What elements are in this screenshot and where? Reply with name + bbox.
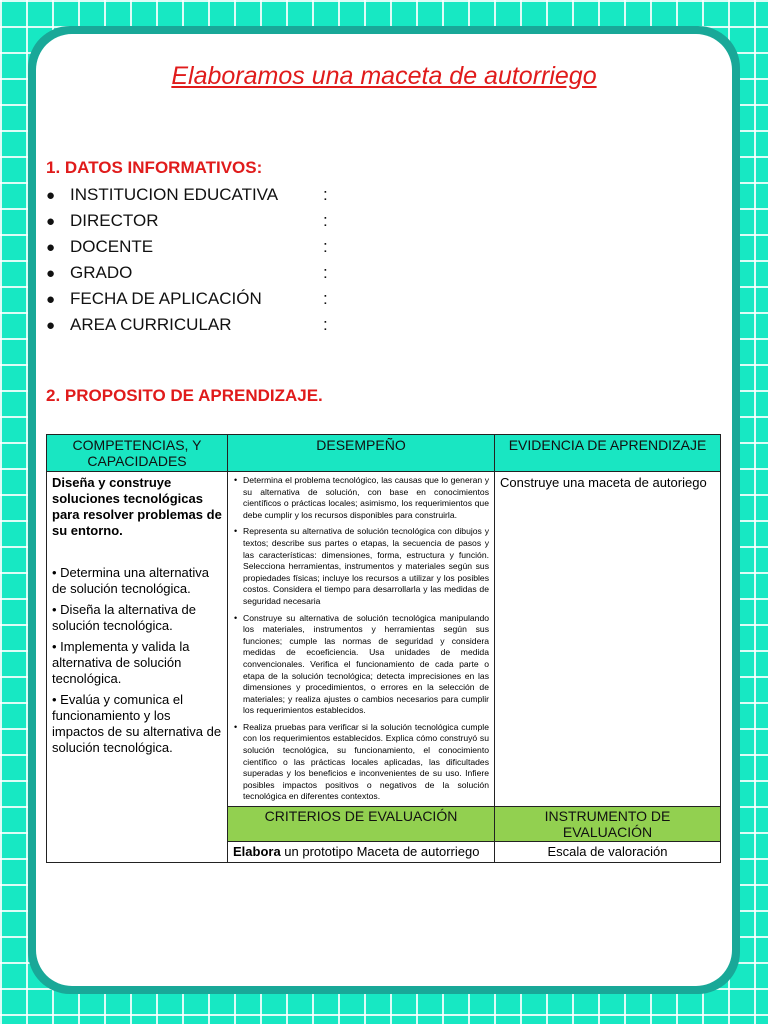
datos-item [46,260,343,286]
datos-label: INSTITUCION EDUCATIVA [70,185,279,204]
datos-label: GRADO [70,263,133,282]
desempeno-item: • Determina el problema tecnológico, las causas que lo generan y su alternativa de solución, con base en conocimientos científicos o prácticas locales; asimismo, los requerimientos que debe cumplir y los recursos disponibles para construirla. [233,475,489,521]
header-criterios: CRITERIOS DE EVALUACIÓN [228,807,495,842]
desempeno-cell [228,472,495,807]
capacidad-item: • Diseña la alternativa de solución tecnológica. [52,602,197,633]
header-desempeno: DESEMPEÑO [228,435,495,472]
datos-colon: : [323,185,328,204]
competencias-cell [47,472,228,863]
section-datos-heading: 1. DATOS INFORMATIVOS: [46,158,263,177]
datos-colon: : [323,263,328,282]
datos-label: DIRECTOR [70,211,159,230]
capacidad-item: • Determina una alternativa de solución tecnológica. [52,565,210,596]
datos-item [46,286,343,312]
datos-colon: : [323,237,328,256]
bullet-icon: ● [46,264,56,282]
datos-label: AREA CURRICULAR [70,315,232,334]
criterio-cell [228,842,495,863]
datos-item [46,182,343,208]
criterio-text: un prototipo Maceta de autorriego [280,844,480,860]
criterio-verb: Elabora [233,844,281,860]
page-title: Elaboramos una maceta de autorriego [171,62,597,90]
datos-label: DOCENTE [70,237,154,256]
bullet-icon: ● [46,290,56,308]
bullet-icon: ● [46,238,56,256]
document-page [36,34,732,986]
datos-item [46,234,343,260]
capacidad-item: • Implementa y valida la alternativa de solución tecnológica. [52,639,190,686]
desempeno-item: • Realiza pruebas para verificar si la solución tecnológica cumple con los requerimientos establecidos. Explica cómo construyó su solución tecnológica, su funcionamiento, el conocimiento científico o las prácticas locales aplicadas, las dificultades superadas y los beneficios e inconvenientes de su uso. Infiere posibles impactos positivos o negativos de la solución tecnológica en diferentes contextos. [233,722,489,803]
header-competencias: COMPETENCIAS, Y CAPACIDADES [47,435,228,472]
desempeno-item: • Representa su alternativa de solución tecnológica con dibujos y textos; describe sus partes o etapas, la secuencia de pasos y las características: dimensiones, forma, estructura y función. Selecciona herramientas, instrumentos y materiales según sus propiedades físicas; incluye los recursos a utilizar y los posibles costos. Considera el tiempo para desarrollarla y las medidas de seguridad necesaria [233,526,489,607]
bullet-icon: ● [46,212,56,230]
section-proposito-heading: 2. PROPOSITO DE APRENDIZAJE. [46,386,323,405]
evidencia-cell: Construye una maceta de autoriego [495,472,721,807]
competencia-title: Diseña y construye soluciones tecnológicas para resolver problemas de su entorno. [52,475,222,538]
datos-item [46,208,343,234]
proposito-table [46,434,721,863]
desempeno-item: • Construye su alternativa de solución tecnológica manipulando los materiales, instrumentos y herramientas según sus funciones; cumple las normas de seguridad y considera medidas de ecoeficiencia. Usa unidades de medida convencionales. Verifica el funcionamiento de cada parte o etapa de la solución tecnológica; detecta imprecisiones en las dimensiones y procedimientos, o errores en la selección de materiales; y realiza ajustes o cambios necesarios para cumplir los requerimientos establecidos. [233,613,489,717]
datos-colon: : [323,289,328,308]
datos-item [46,312,343,338]
instrumento-cell: Escala de valoración [495,842,721,863]
header-evidencia: EVIDENCIA DE APRENDIZAJE [495,435,721,472]
bullet-icon: ● [46,316,56,334]
datos-list [46,182,343,338]
datos-label: FECHA DE APLICACIÓN [70,289,262,308]
datos-colon: : [323,211,328,230]
datos-colon: : [323,315,328,334]
bullet-icon: ● [46,186,56,204]
capacidad-item: • Evalúa y comunica el funcionamiento y los impactos de su alternativa de solución tecnológica. [52,692,222,755]
header-instrumento: INSTRUMENTO DE EVALUACIÓN [495,807,721,842]
